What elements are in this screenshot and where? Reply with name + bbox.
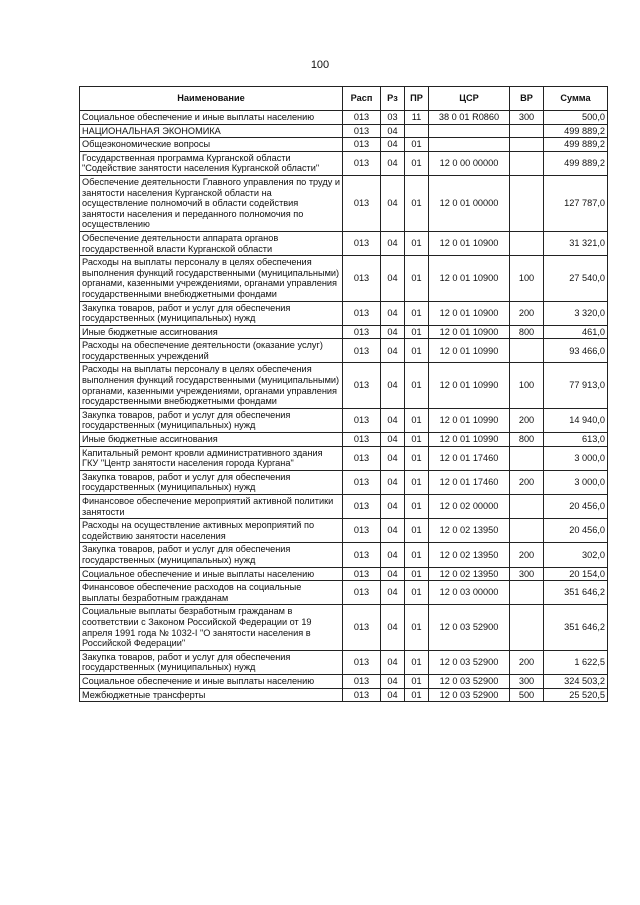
cell-rz: 04 [381,256,405,301]
table-row [80,339,608,363]
cell-rz: 04 [381,605,405,650]
cell-csr: 12 0 01 00000 [429,175,510,231]
cell-csr: 12 0 01 10900 [429,231,510,255]
cell-sum: 324 503,2 [544,674,608,688]
cell-rasp: 013 [343,433,381,447]
cell-vr [510,581,544,605]
cell-pr: 01 [405,470,429,494]
cell-rasp: 013 [343,688,381,702]
column-header-vr: ВР [510,87,544,111]
cell-vr: 100 [510,256,544,301]
table-row [80,124,608,138]
cell-pr: 01 [405,543,429,567]
cell-pr: 11 [405,111,429,125]
cell-pr: 01 [405,495,429,519]
cell-rasp: 013 [343,605,381,650]
cell-rz: 04 [381,543,405,567]
cell-vr: 500 [510,688,544,702]
cell-sum: 613,0 [544,433,608,447]
cell-sum: 499 889,2 [544,151,608,175]
cell-csr: 12 0 01 10990 [429,363,510,408]
cell-rasp: 013 [343,674,381,688]
cell-rasp: 013 [343,495,381,519]
table-row [80,151,608,175]
cell-vr: 800 [510,325,544,339]
cell-name: НАЦИОНАЛЬНАЯ ЭКОНОМИКА [80,124,343,138]
cell-rz: 04 [381,408,405,432]
cell-sum: 351 646,2 [544,605,608,650]
table-row [80,408,608,432]
cell-rz: 04 [381,363,405,408]
cell-sum: 25 520,5 [544,688,608,702]
cell-rasp: 013 [343,231,381,255]
cell-vr [510,446,544,470]
cell-vr [510,138,544,152]
cell-sum: 77 913,0 [544,363,608,408]
cell-name: Межбюджетные трансферты [80,688,343,702]
cell-name: Закупка товаров, работ и услуг для обеспечения государственных (муниципальных) нужд [80,408,343,432]
cell-name: Социальное обеспечение и иные выплаты населению [80,567,343,581]
cell-sum: 461,0 [544,325,608,339]
cell-pr: 01 [405,151,429,175]
cell-pr: 01 [405,256,429,301]
cell-rz: 04 [381,567,405,581]
table-row [80,688,608,702]
cell-sum: 20 456,0 [544,519,608,543]
cell-sum: 127 787,0 [544,175,608,231]
cell-rasp: 013 [343,446,381,470]
cell-sum: 500,0 [544,111,608,125]
cell-pr: 01 [405,408,429,432]
cell-rasp: 013 [343,408,381,432]
cell-pr [405,124,429,138]
cell-rz: 04 [381,446,405,470]
cell-sum: 1 622,5 [544,650,608,674]
cell-pr: 01 [405,301,429,325]
cell-pr: 01 [405,339,429,363]
table-row [80,543,608,567]
cell-pr: 01 [405,446,429,470]
cell-csr: 12 0 01 10900 [429,325,510,339]
table-row [80,446,608,470]
table-row [80,519,608,543]
cell-rz: 04 [381,519,405,543]
cell-vr [510,151,544,175]
cell-pr: 01 [405,138,429,152]
column-header-rz: Рз [381,87,405,111]
cell-rasp: 013 [343,175,381,231]
cell-pr: 01 [405,433,429,447]
cell-vr: 800 [510,433,544,447]
cell-sum: 93 466,0 [544,339,608,363]
cell-vr [510,124,544,138]
cell-rz: 04 [381,581,405,605]
table-row [80,605,608,650]
cell-sum: 20 456,0 [544,495,608,519]
table-row [80,231,608,255]
column-header-csr: ЦСР [429,87,510,111]
column-header-pr: ПР [405,87,429,111]
cell-csr: 12 0 01 10990 [429,408,510,432]
cell-name: Расходы на выплаты персоналу в целях обеспечения выполнения функций государственными (муниципальными) органами, казенными учреждениями, органами управления государственными внебюджетными фондами [80,363,343,408]
cell-name: Иные бюджетные ассигнования [80,433,343,447]
cell-vr: 300 [510,674,544,688]
cell-rz: 04 [381,495,405,519]
table-row [80,674,608,688]
cell-csr [429,138,510,152]
cell-sum: 302,0 [544,543,608,567]
budget-table [79,86,608,702]
cell-csr: 12 0 02 13950 [429,519,510,543]
cell-pr: 01 [405,231,429,255]
cell-rasp: 013 [343,111,381,125]
cell-rz: 04 [381,231,405,255]
cell-vr: 200 [510,408,544,432]
cell-csr: 12 0 03 00000 [429,581,510,605]
table-row [80,650,608,674]
table-row [80,301,608,325]
cell-rasp: 013 [343,543,381,567]
cell-rz: 04 [381,124,405,138]
cell-name: Государственная программа Курганской области "Содействие занятости населения Курганской области" [80,151,343,175]
cell-sum: 3 000,0 [544,470,608,494]
cell-vr: 300 [510,567,544,581]
table-row [80,138,608,152]
cell-vr: 200 [510,543,544,567]
column-header-rasp: Расп [343,87,381,111]
column-header-name: Наименование [80,87,343,111]
cell-rz: 03 [381,111,405,125]
cell-pr: 01 [405,519,429,543]
cell-vr [510,231,544,255]
cell-pr: 01 [405,674,429,688]
cell-name: Иные бюджетные ассигнования [80,325,343,339]
cell-vr: 200 [510,470,544,494]
cell-pr: 01 [405,650,429,674]
cell-pr: 01 [405,325,429,339]
cell-sum: 499 889,2 [544,124,608,138]
cell-sum: 499 889,2 [544,138,608,152]
table-row [80,325,608,339]
cell-csr: 12 0 03 52900 [429,650,510,674]
cell-vr [510,339,544,363]
cell-rasp: 013 [343,470,381,494]
cell-sum: 20 154,0 [544,567,608,581]
cell-sum: 3 320,0 [544,301,608,325]
cell-rz: 04 [381,151,405,175]
cell-csr: 12 0 03 52900 [429,605,510,650]
table-row [80,470,608,494]
cell-rz: 04 [381,138,405,152]
column-header-sum: Сумма [544,87,608,111]
cell-csr: 12 0 01 17460 [429,446,510,470]
cell-name: Финансовое обеспечение расходов на социальные выплаты безработным гражданам [80,581,343,605]
table-row [80,581,608,605]
cell-vr [510,175,544,231]
cell-name: Закупка товаров, работ и услуг для обеспечения государственных (муниципальных) нужд [80,301,343,325]
cell-rz: 04 [381,674,405,688]
cell-sum: 3 000,0 [544,446,608,470]
cell-pr: 01 [405,581,429,605]
cell-name: Финансовое обеспечение мероприятий активной политики занятости [80,495,343,519]
cell-rasp: 013 [343,339,381,363]
cell-name: Закупка товаров, работ и услуг для обеспечения государственных (муниципальных) нужд [80,543,343,567]
table-row [80,111,608,125]
cell-rasp: 013 [343,325,381,339]
table-row [80,256,608,301]
cell-rasp: 013 [343,650,381,674]
cell-rasp: 013 [343,363,381,408]
cell-name: Социальное обеспечение и иные выплаты населению [80,674,343,688]
cell-csr: 38 0 01 R0860 [429,111,510,125]
cell-name: Расходы на обеспечение деятельности (оказание услуг) государственных учреждений [80,339,343,363]
cell-csr: 12 0 00 00000 [429,151,510,175]
cell-vr [510,495,544,519]
table-row [80,567,608,581]
cell-csr: 12 0 01 17460 [429,470,510,494]
cell-name: Общеэкономические вопросы [80,138,343,152]
cell-sum: 14 940,0 [544,408,608,432]
cell-pr: 01 [405,605,429,650]
cell-rz: 04 [381,301,405,325]
cell-vr: 300 [510,111,544,125]
cell-rz: 04 [381,470,405,494]
cell-vr: 200 [510,650,544,674]
cell-csr: 12 0 03 52900 [429,688,510,702]
cell-pr: 01 [405,688,429,702]
cell-csr: 12 0 01 10900 [429,301,510,325]
cell-vr: 200 [510,301,544,325]
cell-pr: 01 [405,567,429,581]
cell-name: Расходы на выплаты персоналу в целях обеспечения выполнения функций государственными (муниципальными) органами, казенными учреждениями, органами управления государственными внебюджетными фондами [80,256,343,301]
cell-vr: 100 [510,363,544,408]
cell-rz: 04 [381,175,405,231]
table-row [80,433,608,447]
cell-csr: 12 0 01 10990 [429,339,510,363]
cell-name: Социальные выплаты безработным гражданам в соответствии с Законом Российской Федерации от 19 апреля 1991 года № 1032-I "О занятости населения в Российской Федерации" [80,605,343,650]
table-row [80,175,608,231]
cell-sum: 351 646,2 [544,581,608,605]
page-number: 100 [310,59,330,71]
cell-name: Закупка товаров, работ и услуг для обеспечения государственных (муниципальных) нужд [80,650,343,674]
cell-rasp: 013 [343,256,381,301]
cell-name: Закупка товаров, работ и услуг для обеспечения государственных (муниципальных) нужд [80,470,343,494]
cell-rasp: 013 [343,581,381,605]
cell-csr: 12 0 01 10900 [429,256,510,301]
cell-rz: 04 [381,688,405,702]
cell-vr [510,519,544,543]
cell-csr: 12 0 02 13950 [429,567,510,581]
cell-rz: 04 [381,325,405,339]
cell-rz: 04 [381,339,405,363]
cell-csr: 12 0 02 00000 [429,495,510,519]
table-row [80,363,608,408]
cell-csr: 12 0 01 10990 [429,433,510,447]
cell-sum: 27 540,0 [544,256,608,301]
cell-name: Обеспечение деятельности Главного управления по труду и занятости населения Курганской области на осуществление полномочий в области содействия занятости населения и переданного полномочия по осуществлению [80,175,343,231]
cell-pr: 01 [405,363,429,408]
table-row [80,495,608,519]
cell-rasp: 013 [343,138,381,152]
cell-sum: 31 321,0 [544,231,608,255]
cell-csr [429,124,510,138]
cell-csr: 12 0 02 13950 [429,543,510,567]
cell-rasp: 013 [343,124,381,138]
cell-rz: 04 [381,433,405,447]
cell-pr: 01 [405,175,429,231]
cell-rasp: 013 [343,301,381,325]
cell-rasp: 013 [343,519,381,543]
cell-vr [510,605,544,650]
cell-name: Социальное обеспечение и иные выплаты населению [80,111,343,125]
cell-rz: 04 [381,650,405,674]
cell-name: Капитальный ремонт кровли административного здания ГКУ "Центр занятости населения города Кургана" [80,446,343,470]
table-header-row [80,87,608,111]
cell-name: Расходы на осуществление активных мероприятий по содействию занятости населения [80,519,343,543]
cell-rasp: 013 [343,567,381,581]
cell-csr: 12 0 03 52900 [429,674,510,688]
cell-name: Обеспечение деятельности аппарата органов государственной власти Курганской области [80,231,343,255]
cell-rasp: 013 [343,151,381,175]
